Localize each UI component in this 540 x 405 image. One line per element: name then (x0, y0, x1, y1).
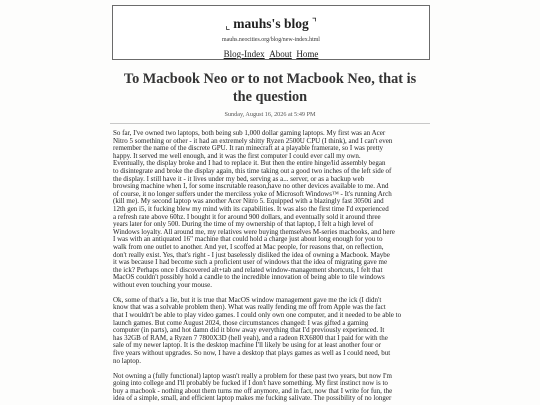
nav-link-blog-index[interactable]: Blog-Index (223, 49, 265, 59)
body-text-line: computer (in parts), and hot damn did it blow away everything that I'd previously experienced. It (113, 326, 385, 335)
post-paragraph (113, 130, 431, 289)
body-text-line: I was with an antiquated 16" machine that could hold a charge just about long enough for you to (113, 235, 383, 244)
body-text-line: happy. It served me well enough, and it was the first computer I could ever call my own. (113, 151, 361, 160)
body-text-line: don't really exist. Yes, that's right - I just baselessly disliked the idea of owning a Macbook. Maybe (113, 250, 390, 259)
body-text-line: years later for only 500. During the time of my ownership of that laptop, I felt a high level of (113, 220, 374, 229)
body-text-line: remember the name of the discrete GPU. It ran minecraft at a playable framerate, so I was pretty (113, 144, 383, 153)
body-text-line: five years without upgrades. So now, I have a desktop that plays games as well as I could need, but (113, 349, 391, 358)
post-paragraph (113, 373, 431, 403)
body-text-line: MacOS couldn't possibly hold a candle to the incredible innovation of being able to tile windows (113, 273, 385, 282)
body-text-line: know that was a solvable problem then). What was really fending me off from Apple was the fact (113, 303, 386, 312)
body-text-line: without even touching your mouse. (113, 280, 212, 289)
body-text-line: Nitro 5 something or other - it had an extremely shitty Ryzen 2500U CPU (I think), and I can't even (113, 136, 393, 145)
body-text-line: has 32GB of RAM, a Ryzen 7 7800X3D (hell yeah), and a radeon RX6800 that I paid for with the (113, 333, 388, 342)
body-text-line: a refresh rate above 60hz. I bought it for around 900 dollars, and eventually sold it around three (113, 212, 381, 221)
body-text-line: launch games. But come August 2024, those circumstances changed: I was gifted a gaming (113, 318, 369, 327)
body-text-line: walk from one outlet to another. And yet, I scoffed at Mac people, for reasons that, on reflection, (113, 242, 384, 251)
site-title-text: mauhs's blog (233, 16, 309, 31)
nav-link-home[interactable]: Home (296, 49, 319, 59)
body-text-line: idea of a simple, small, and efficient laptop makes me fucking salivate. The possibility of no longer (113, 394, 392, 403)
body-text-line: 12th gen i5, it fucking blew my mind with its capabilities. It was also the first time I'd experienced (113, 204, 389, 213)
body-text-line: (kill me). My second laptop was another Acer Nitro 5. Equipped with a blazingly fast 3050ti and (113, 197, 384, 206)
body-text-line: Ok, some of that's a lie, but it is true that MacOS window management gave me the ick (I didn't (113, 295, 382, 304)
post-title-line: the question (232, 89, 308, 105)
title-corner-close: ⌝ (311, 16, 317, 29)
body-text-line: that I wouldn't be able to play video games. I could only own one computer, and it needed to be able to (113, 311, 402, 320)
body-text-line: buy a macbook - nothing about them turns me off anymore, and in fact, now that I write for fun, the (113, 386, 393, 395)
post-paragraph (113, 297, 431, 365)
title-corner-open: ⌞ (225, 19, 231, 32)
blog-header-box (112, 5, 430, 60)
body-text-line: going into college and I'll probably be fucked if I don't have something. My first instinct now is to (113, 379, 388, 388)
body-text-line: of course, it no longer suffers under the merciless yoke of Microsoft Windows™ - It's running Arch (113, 189, 392, 198)
body-text-line: Eventually, the display broke and I had to replace it. But then the entire hinge/lid assembly began (113, 159, 386, 168)
site-title (113, 15, 429, 33)
site-nav (113, 49, 429, 60)
body-text-line: So far, I've owned two laptops, both being sub 1,000 dollar gaming laptops. My first was an Acer (113, 129, 386, 137)
body-text-line: Not owning a (fully functional) laptop wasn't really a problem for these past two years, but now I'm (113, 371, 392, 380)
post-title (110, 70, 430, 106)
post-date: Sunday, August 16, 2026 at 5:49 PM (224, 111, 316, 118)
body-text-line: the display. I still have it - it lives under my bed, serving as a... server, or as a backup web (113, 174, 365, 183)
body-text-line: to disintegrate and broke the display again, this time taking out a good two inches of the left side of (113, 166, 392, 175)
body-text-line: the ick? Perhaps once I discovered alt+tab and related window-management shortcuts, I felt that (113, 265, 383, 274)
site-url: mauhs.neocities.org/blog/new-index.html (222, 37, 320, 43)
body-text-line: it was because I had become such a proficient user of windows that the idea of migrating gave me (113, 258, 388, 267)
body-text-line: sale of my newer laptop. It is the desktop machine I'll likely be using for at least another four or (113, 341, 381, 350)
post-body (113, 130, 431, 403)
body-text-line: no laptop. (113, 356, 141, 365)
body-text-line: Windows loyalty. All around me, my relatives were buying themselves M-series macbooks, and here (113, 227, 395, 236)
post-title-line: To Macbook Neo or to not Macbook Neo, that is (123, 71, 417, 87)
title-divider (110, 123, 430, 124)
nav-link-about[interactable]: About (269, 49, 292, 59)
body-text-line: browsing machine when I, for some inscrutable reason,have no other devices available to me. And (113, 182, 389, 191)
